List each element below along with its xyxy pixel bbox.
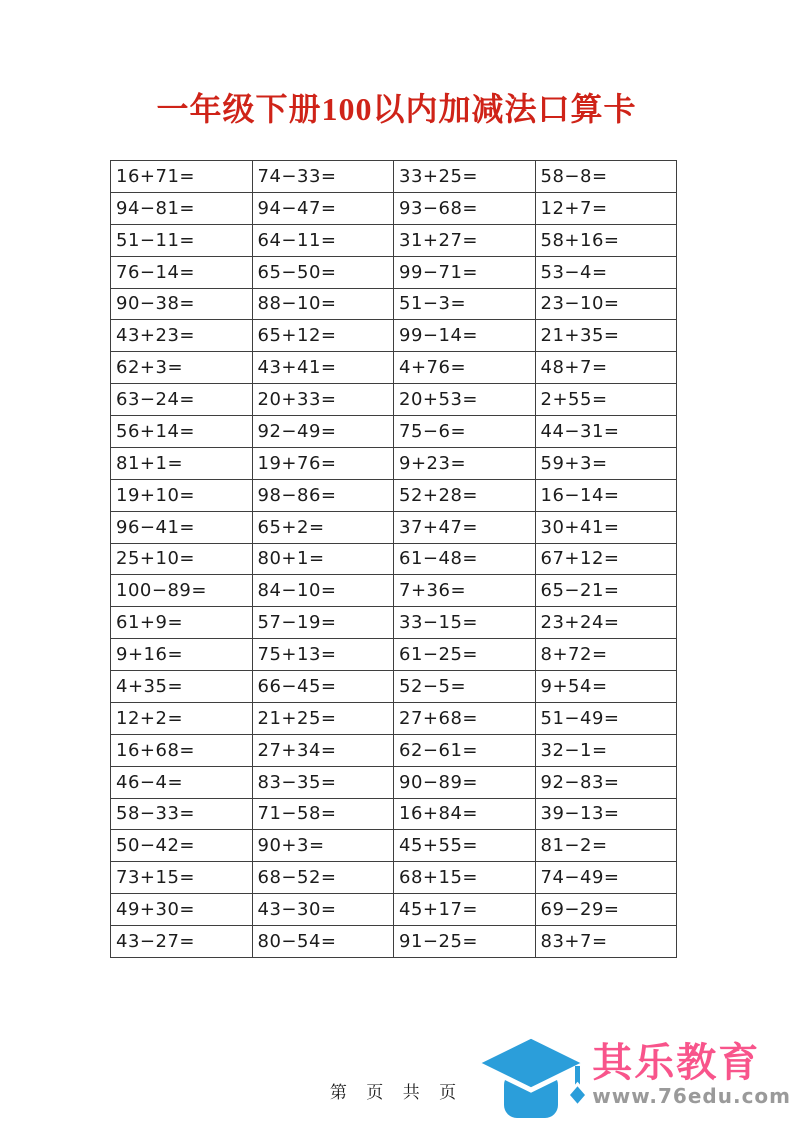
page-number-label: 第 页 共 页 <box>329 1083 464 1103</box>
math-problem-cell: 46−4= <box>111 766 253 798</box>
math-problem-cell: 80−54= <box>252 926 394 958</box>
math-problem-cell: 45+17= <box>394 894 536 926</box>
table-row <box>111 384 677 416</box>
math-problem-cell: 73+15= <box>111 862 253 894</box>
table-row <box>111 894 677 926</box>
math-problem-cell: 27+34= <box>252 734 394 766</box>
math-problem-cell: 67+12= <box>535 543 677 575</box>
math-problem-cell: 65+2= <box>252 511 394 543</box>
table-row <box>111 671 677 703</box>
math-problem-cell: 33+25= <box>394 161 536 193</box>
math-problem-cell: 88−10= <box>252 288 394 320</box>
math-problem-cell: 91−25= <box>394 926 536 958</box>
math-problem-cell: 51−3= <box>394 288 536 320</box>
math-problem-cell: 63−24= <box>111 384 253 416</box>
math-problem-cell: 4+76= <box>394 352 536 384</box>
math-problem-cell: 12+7= <box>535 192 677 224</box>
math-problem-cell: 98−86= <box>252 479 394 511</box>
math-problem-cell: 23−10= <box>535 288 677 320</box>
math-problem-cell: 21+25= <box>252 702 394 734</box>
brand-name: 其乐教育 <box>592 1039 761 1086</box>
worksheet-table <box>110 160 677 958</box>
math-problem-cell: 49+30= <box>111 894 253 926</box>
brand-logo <box>474 1032 791 1116</box>
math-problem-cell: 12+2= <box>111 702 253 734</box>
math-problem-cell: 43−27= <box>111 926 253 958</box>
math-problem-cell: 8+72= <box>535 639 677 671</box>
math-problem-cell: 68+15= <box>394 862 536 894</box>
math-problem-cell: 31+27= <box>394 224 536 256</box>
math-problem-cell: 39−13= <box>535 798 677 830</box>
math-problem-cell: 20+53= <box>394 384 536 416</box>
table-row <box>111 192 677 224</box>
math-problem-cell: 71−58= <box>252 798 394 830</box>
math-problem-cell: 84−10= <box>252 575 394 607</box>
math-problem-cell: 16+84= <box>394 798 536 830</box>
math-problem-cell: 9+16= <box>111 639 253 671</box>
math-problem-cell: 16−14= <box>535 479 677 511</box>
table-row <box>111 702 677 734</box>
table-row <box>111 352 677 384</box>
math-problem-cell: 33−15= <box>394 607 536 639</box>
table-row <box>111 575 677 607</box>
table-row <box>111 639 677 671</box>
math-problem-cell: 90−38= <box>111 288 253 320</box>
math-problem-cell: 58−8= <box>535 161 677 193</box>
math-problem-cell: 81+1= <box>111 447 253 479</box>
math-problem-cell: 52−5= <box>394 671 536 703</box>
math-problem-cell: 43+23= <box>111 320 253 352</box>
math-problem-cell: 23+24= <box>535 607 677 639</box>
math-problem-cell: 92−49= <box>252 416 394 448</box>
math-problem-cell: 75−6= <box>394 416 536 448</box>
math-problem-cell: 99−14= <box>394 320 536 352</box>
math-problem-cell: 51−11= <box>111 224 253 256</box>
table-row <box>111 607 677 639</box>
math-problem-cell: 99−71= <box>394 256 536 288</box>
table-row <box>111 511 677 543</box>
math-problem-cell: 80+1= <box>252 543 394 575</box>
table-row <box>111 224 677 256</box>
math-problem-cell: 74−33= <box>252 161 394 193</box>
math-problem-cell: 83+7= <box>535 926 677 958</box>
math-problem-cell: 43−30= <box>252 894 394 926</box>
table-row <box>111 161 677 193</box>
table-row <box>111 926 677 958</box>
math-problem-cell: 62−61= <box>394 734 536 766</box>
math-problem-cell: 43+41= <box>252 352 394 384</box>
math-problem-cell: 61+9= <box>111 607 253 639</box>
math-problem-cell: 19+10= <box>111 479 253 511</box>
math-problem-cell: 90+3= <box>252 830 394 862</box>
table-row <box>111 830 677 862</box>
math-problem-cell: 65−50= <box>252 256 394 288</box>
math-problem-cell: 61−25= <box>394 639 536 671</box>
math-problem-cell: 75+13= <box>252 639 394 671</box>
math-problem-cell: 90−89= <box>394 766 536 798</box>
math-problem-cell: 27+68= <box>394 702 536 734</box>
math-problem-cell: 65−21= <box>535 575 677 607</box>
brand-text-block <box>592 1039 791 1108</box>
math-problem-cell: 94−81= <box>111 192 253 224</box>
math-problem-cell: 30+41= <box>535 511 677 543</box>
math-problem-cell: 20+33= <box>252 384 394 416</box>
math-problem-cell: 93−68= <box>394 192 536 224</box>
graduation-cap-icon <box>474 1032 588 1122</box>
math-problem-cell: 58−33= <box>111 798 253 830</box>
math-problem-cell: 62+3= <box>111 352 253 384</box>
math-problem-cell: 94−47= <box>252 192 394 224</box>
math-problem-cell: 25+10= <box>111 543 253 575</box>
table-row <box>111 416 677 448</box>
math-problem-cell: 65+12= <box>252 320 394 352</box>
math-problem-cell: 52+28= <box>394 479 536 511</box>
math-problem-cell: 16+68= <box>111 734 253 766</box>
table-row <box>111 862 677 894</box>
math-problem-cell: 100−89= <box>111 575 253 607</box>
math-problem-cell: 51−49= <box>535 702 677 734</box>
table-row <box>111 320 677 352</box>
math-problem-cell: 7+36= <box>394 575 536 607</box>
table-row <box>111 288 677 320</box>
math-problem-cell: 61−48= <box>394 543 536 575</box>
math-problem-cell: 50−42= <box>111 830 253 862</box>
worksheet-table-body <box>111 161 677 958</box>
table-row <box>111 543 677 575</box>
table-row <box>111 447 677 479</box>
math-problem-cell: 69−29= <box>535 894 677 926</box>
table-row <box>111 734 677 766</box>
math-problem-cell: 56+14= <box>111 416 253 448</box>
math-problem-cell: 59+3= <box>535 447 677 479</box>
math-problem-cell: 53−4= <box>535 256 677 288</box>
math-problem-cell: 9+23= <box>394 447 536 479</box>
math-problem-cell: 76−14= <box>111 256 253 288</box>
table-row <box>111 798 677 830</box>
math-problem-cell: 21+35= <box>535 320 677 352</box>
table-row <box>111 479 677 511</box>
math-problem-cell: 81−2= <box>535 830 677 862</box>
brand-url: www.76edu.com <box>592 1083 791 1108</box>
math-problem-cell: 44−31= <box>535 416 677 448</box>
page-title: 一年级下册100以内加减法口算卡 <box>156 91 637 127</box>
table-row <box>111 256 677 288</box>
math-problem-cell: 83−35= <box>252 766 394 798</box>
table-row <box>111 766 677 798</box>
math-problem-cell: 58+16= <box>535 224 677 256</box>
math-problem-cell: 68−52= <box>252 862 394 894</box>
math-problem-cell: 57−19= <box>252 607 394 639</box>
math-problem-cell: 45+55= <box>394 830 536 862</box>
math-problem-cell: 48+7= <box>535 352 677 384</box>
math-problem-cell: 37+47= <box>394 511 536 543</box>
math-problem-cell: 74−49= <box>535 862 677 894</box>
math-problem-cell: 9+54= <box>535 671 677 703</box>
math-problem-cell: 4+35= <box>111 671 253 703</box>
math-problem-cell: 19+76= <box>252 447 394 479</box>
math-problem-cell: 16+71= <box>111 161 253 193</box>
math-problem-cell: 96−41= <box>111 511 253 543</box>
math-problem-cell: 66−45= <box>252 671 394 703</box>
math-problem-cell: 64−11= <box>252 224 394 256</box>
math-problem-cell: 92−83= <box>535 766 677 798</box>
math-problem-cell: 2+55= <box>535 384 677 416</box>
math-problem-cell: 32−1= <box>535 734 677 766</box>
